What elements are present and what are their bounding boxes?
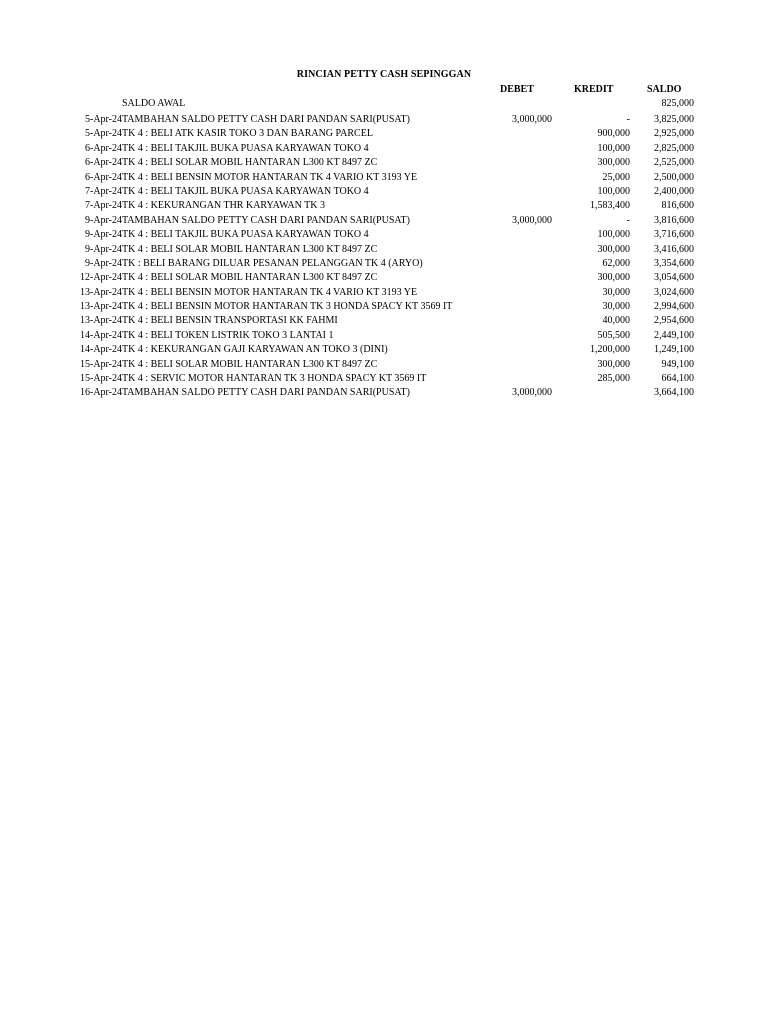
transaction-description: TK 4 : BELI SOLAR MOBIL HANTARAN L300 KT 8497 ZC — [122, 358, 378, 370]
saldo-awal-row — [0, 98, 768, 112]
transaction-kredit: 30,000 — [602, 301, 630, 313]
transaction-kredit: 285,000 — [597, 373, 630, 385]
transaction-kredit: 100,000 — [597, 229, 630, 241]
transaction-kredit: - — [626, 214, 630, 226]
transaction-row — [0, 372, 768, 386]
transaction-date: 5-Apr-24 — [84, 114, 122, 125]
transaction-row — [0, 127, 768, 141]
transaction-saldo: 2,825,000 — [654, 142, 694, 154]
transaction-row — [0, 156, 768, 170]
transaction-description: TK 4 : BELI SOLAR MOBIL HANTARAN L300 KT 8497 ZC — [122, 243, 378, 255]
transaction-saldo: 2,449,100 — [654, 329, 694, 341]
transaction-kredit: 30,000 — [602, 286, 630, 298]
transaction-row — [0, 171, 768, 185]
transaction-row — [0, 142, 768, 156]
transaction-date: 7-Apr-24 — [84, 200, 122, 212]
transaction-row — [0, 314, 768, 328]
header-saldo: SALDO — [647, 84, 682, 95]
transaction-saldo: 2,525,000 — [654, 157, 694, 169]
transaction-kredit: 62,000 — [602, 257, 630, 269]
transaction-description: TK 4 : BELI SOLAR MOBIL HANTARAN L300 KT 8497 ZC — [122, 272, 378, 284]
transaction-date: 7-Apr-24 — [84, 185, 122, 197]
saldo-awal-label: SALDO AWAL — [122, 98, 186, 109]
transaction-date: 14-Apr-24 — [79, 344, 122, 356]
saldo-awal-value: 825,000 — [661, 98, 694, 109]
transaction-row — [0, 329, 768, 343]
transaction-kredit: 300,000 — [597, 157, 630, 169]
transaction-list — [0, 113, 768, 401]
transaction-kredit: 100,000 — [597, 142, 630, 154]
transaction-row — [0, 214, 768, 228]
transaction-row — [0, 271, 768, 285]
transaction-description: TK 4 : BELI TAKJIL BUKA PUASA KARYAWAN TOKO 4 — [122, 229, 369, 241]
transaction-description: TAMBAHAN SALDO PETTY CASH DARI PANDAN SARI(PUSAT) — [122, 114, 410, 125]
transaction-saldo: 3,664,100 — [654, 387, 694, 399]
transaction-date: 6-Apr-24 — [84, 171, 122, 183]
transaction-date: 9-Apr-24 — [84, 257, 122, 269]
transaction-date: 6-Apr-24 — [84, 142, 122, 154]
transaction-saldo: 3,416,600 — [654, 243, 694, 255]
transaction-description: TK 4 : SERVIC MOTOR HANTARAN TK 3 HONDA SPACY KT 3569 IT — [122, 373, 427, 385]
transaction-kredit: - — [626, 114, 630, 125]
transaction-saldo: 3,825,000 — [654, 114, 694, 125]
transaction-description: TK 4 : KEKURANGAN GAJI KARYAWAN AN TOKO 3 (DINI) — [122, 344, 388, 356]
transaction-row — [0, 199, 768, 213]
transaction-date: 16-Apr-24 — [79, 387, 122, 399]
transaction-row — [0, 343, 768, 357]
transaction-description: TK : BELI BARANG DILUAR PESANAN PELANGGAN TK 4 (ARYO) — [122, 257, 423, 269]
transaction-date: 15-Apr-24 — [79, 373, 122, 385]
transaction-date: 13-Apr-24 — [79, 315, 122, 327]
transaction-row — [0, 228, 768, 242]
transaction-date: 14-Apr-24 — [79, 329, 122, 341]
transaction-date: 13-Apr-24 — [79, 286, 122, 298]
transaction-description: TK 4 : BELI SOLAR MOBIL HANTARAN L300 KT 8497 ZC — [122, 157, 378, 169]
transaction-date: 12-Apr-24 — [79, 272, 122, 284]
transaction-description: TK 4 : BELI TOKEN LISTRIK TOKO 3 LANTAI 1 — [122, 329, 334, 341]
transaction-date: 15-Apr-24 — [79, 358, 122, 370]
transaction-description: TK 4 : BELI BENSIN MOTOR HANTARAN TK 4 VARIO KT 3193 YE — [122, 286, 418, 298]
transaction-saldo: 1,249,100 — [654, 344, 694, 356]
transaction-description: TK 4 : BELI TAKJIL BUKA PUASA KARYAWAN TOKO 4 — [122, 142, 369, 154]
transaction-description: TK 4 : BELI ATK KASIR TOKO 3 DAN BARANG PARCEL — [122, 128, 373, 140]
transaction-kredit: 100,000 — [597, 185, 630, 197]
transaction-date: 9-Apr-24 — [84, 243, 122, 255]
transaction-row — [0, 257, 768, 271]
transaction-date: 13-Apr-24 — [79, 301, 122, 313]
transaction-description: TK 4 : BELI BENSIN MOTOR HANTARAN TK 3 HONDA SPACY KT 3569 IT — [122, 301, 453, 313]
transaction-saldo: 2,994,600 — [654, 301, 694, 313]
transaction-description: TK 4 : KEKURANGAN THR KARYAWAN TK 3 — [122, 200, 325, 212]
transaction-description: TK 4 : BELI BENSIN TRANSPORTASI KK FAHMI — [122, 315, 338, 327]
transaction-row — [0, 386, 768, 400]
transaction-saldo: 2,925,000 — [654, 128, 694, 140]
header-debet: DEBET — [500, 84, 534, 95]
transaction-kredit: 40,000 — [602, 315, 630, 327]
transaction-saldo: 949,100 — [661, 358, 694, 370]
transaction-description: TAMBAHAN SALDO PETTY CASH DARI PANDAN SARI(PUSAT) — [122, 387, 410, 399]
transaction-kredit: 300,000 — [597, 243, 630, 255]
transaction-kredit: 300,000 — [597, 358, 630, 370]
transaction-kredit: 1,200,000 — [590, 344, 630, 356]
transaction-kredit: 505,500 — [597, 329, 630, 341]
document-title: RINCIAN PETTY CASH SEPINGGAN — [296, 69, 472, 80]
transaction-saldo: 2,500,000 — [654, 171, 694, 183]
transaction-debet: 3,000,000 — [512, 214, 552, 226]
transaction-kredit: 25,000 — [602, 171, 630, 183]
transaction-saldo: 664,100 — [661, 373, 694, 385]
transaction-row — [0, 358, 768, 372]
transaction-saldo: 2,400,000 — [654, 185, 694, 197]
transaction-saldo: 3,716,600 — [654, 229, 694, 241]
transaction-description: TAMBAHAN SALDO PETTY CASH DARI PANDAN SARI(PUSAT) — [122, 214, 410, 226]
transaction-kredit: 900,000 — [597, 128, 630, 140]
transaction-saldo: 3,024,600 — [654, 286, 694, 298]
transaction-date: 9-Apr-24 — [84, 214, 122, 226]
header-kredit: KREDIT — [574, 84, 614, 95]
transaction-kredit: 300,000 — [597, 272, 630, 284]
transaction-row — [0, 300, 768, 314]
transaction-description: TK 4 : BELI BENSIN MOTOR HANTARAN TK 4 VARIO KT 3193 YE — [122, 171, 418, 183]
transaction-saldo: 3,054,600 — [654, 272, 694, 284]
transaction-row — [0, 113, 768, 127]
transaction-kredit: 1,583,400 — [590, 200, 630, 212]
transaction-row — [0, 243, 768, 257]
transaction-row — [0, 286, 768, 300]
transaction-saldo: 2,954,600 — [654, 315, 694, 327]
transaction-debet: 3,000,000 — [512, 114, 552, 125]
transaction-date: 6-Apr-24 — [84, 157, 122, 169]
transaction-date: 5-Apr-24 — [84, 128, 122, 140]
transaction-saldo: 3,816,600 — [654, 214, 694, 226]
transaction-debet: 3,000,000 — [512, 387, 552, 399]
transaction-saldo: 3,354,600 — [654, 257, 694, 269]
transaction-description: TK 4 : BELI TAKJIL BUKA PUASA KARYAWAN TOKO 4 — [122, 185, 369, 197]
transaction-date: 9-Apr-24 — [84, 229, 122, 241]
transaction-row — [0, 185, 768, 199]
transaction-saldo: 816,600 — [661, 200, 694, 212]
